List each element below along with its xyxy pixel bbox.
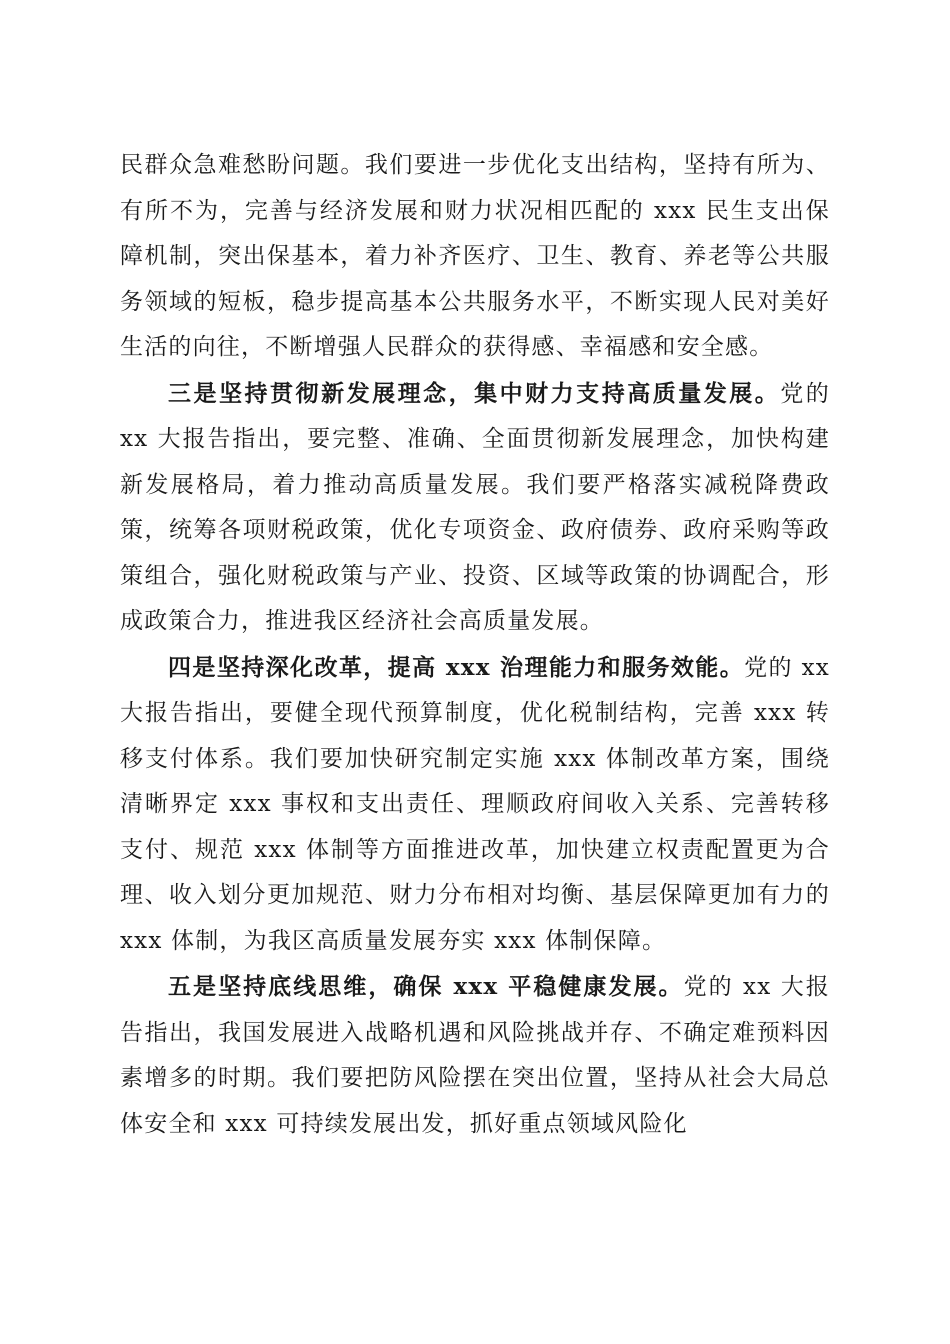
paragraph-body: 党的 xx 大报告指出，要健全现代预算制度，优化税制结构，完善 xxx 转移支付体系。我们要加快研究制定实施 xxx 体制改革方案，围绕清晰界定 xxx 事权和支出责任、理顺政府间收入关系、完善转移支付、规范 xxx 体制等方面推进改革，加快建立权责配置更为合理、收入划分更加规范、财力分布相对均衡、基层保障更加有力的 xxx 体制，为我区高质量发展夯实 xxx 体制保障。: [120, 654, 830, 954]
paragraph-lead: 三是坚持贯彻新发展理念，集中财力支持高质量发展。: [168, 379, 781, 407]
paragraph-point-four: [120, 645, 830, 965]
paragraph-lead: 四是坚持深化改革，提高 xxx 治理能力和服务效能。: [168, 653, 745, 681]
document-body: [120, 143, 830, 1147]
paragraph-lead: 五是坚持底线思维，确保 xxx 平稳健康发展。: [168, 973, 684, 1000]
paragraph-body: 民群众急难愁盼问题。我们要进一步优化支出结构，坚持有所为、有所不为，完善与经济发展和财力状况相匹配的 xxx 民生支出保障机制，突出保基本，着力补齐医疗、卫生、教育、养老等公共服务领域的短板，稳步提高基本公共服务水平，不断实现人民对美好生活的向往，不断增强人民群众的获得感、幸福感和安全感。: [120, 152, 830, 360]
paragraph-point-five: [120, 964, 830, 1147]
paragraph-continuation: [120, 143, 830, 371]
paragraph-body: 党的 xx 大报告指出，我国发展进入战略机遇和风险挑战并存、不确定难预料因素增多的时期。我们要把防风险摆在突出位置，坚持从社会大局总体安全和 xxx 可持续发展出发，抓好重点领域风险化: [120, 974, 830, 1137]
paragraph-body: 党的 xx 大报告指出，要完整、准确、全面贯彻新发展理念，加快构建新发展格局，着力推动高质量发展。我们要严格落实减税降费政策，统筹各项财税政策，优化专项资金、政府债券、政府采购等政策组合，强化财税政策与产业、投资、区域等政策的协调配合，形成政策合力，推进我区经济社会高质量发展。: [120, 380, 830, 634]
paragraph-point-three: [120, 371, 830, 645]
